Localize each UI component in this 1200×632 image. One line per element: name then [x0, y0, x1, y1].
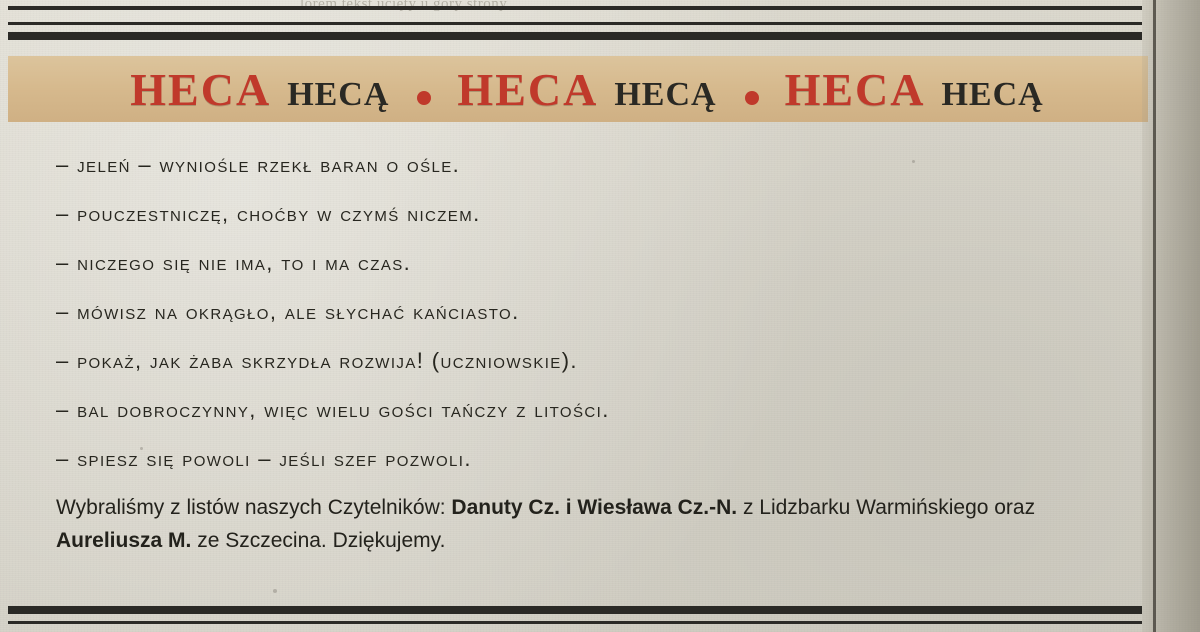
masthead-title — [112, 63, 1043, 116]
masthead-heca-small-1: HECĄ — [287, 75, 390, 113]
masthead-separator-dot-1 — [417, 91, 431, 105]
top-rule-thin-upper — [8, 6, 1142, 10]
credit-paragraph — [56, 492, 1131, 557]
masthead-heca-small-2: HECĄ — [614, 75, 717, 113]
masthead-heca-big-1: HECA — [130, 63, 272, 115]
bottom-rule-thin — [8, 621, 1142, 624]
scan-speck — [273, 589, 277, 593]
top-rule-thin-lower — [8, 22, 1142, 25]
joke-list — [56, 152, 1096, 495]
credit-lead: Wybraliśmy z listów naszych Czytelników: — [56, 496, 452, 519]
joke-item: – spiesz się powoli – jeśli szef pozwoli. — [56, 446, 472, 471]
masthead-heca-small-3: HECĄ — [941, 75, 1044, 113]
credit-names-second: Aureliusza M. — [56, 528, 192, 552]
masthead-heca-big-3: HECA — [784, 63, 926, 115]
masthead-banner — [8, 56, 1148, 122]
credit-names-first: Danuty Cz. i Wiesława Cz.-N. — [451, 496, 738, 519]
joke-item: – jeleń – wyniośle rzekł baran o ośle. — [56, 152, 461, 177]
joke-item: – pouczestniczę, choćby w czymś niczem. — [56, 201, 481, 226]
credit-tail: ze Szczecina. Dziękujemy. — [191, 528, 446, 552]
right-column-rule — [1153, 0, 1156, 632]
bottom-rule-thick — [8, 606, 1142, 614]
scan-speck — [140, 447, 143, 450]
masthead-separator-dot-2 — [745, 91, 759, 105]
top-rule-thick — [8, 32, 1142, 40]
scan-speck — [912, 160, 915, 163]
credit-middle: z Lidzbarku Warmińskiego oraz — [737, 496, 1036, 519]
masthead-heca-big-2: HECA — [457, 63, 599, 115]
joke-item: – pokaż, jak żaba skrzydła rozwija! (uczniowskie). — [56, 348, 578, 373]
joke-item: – mówisz na okrągło, ale słychać kańciasto. — [56, 299, 520, 324]
page-edge-gutter — [1142, 0, 1200, 632]
joke-item: – bal dobroczynny, więc wielu gości tańczy z litości. — [56, 397, 610, 422]
joke-item: – niczego się nie ima, to i ma czas. — [56, 250, 412, 275]
